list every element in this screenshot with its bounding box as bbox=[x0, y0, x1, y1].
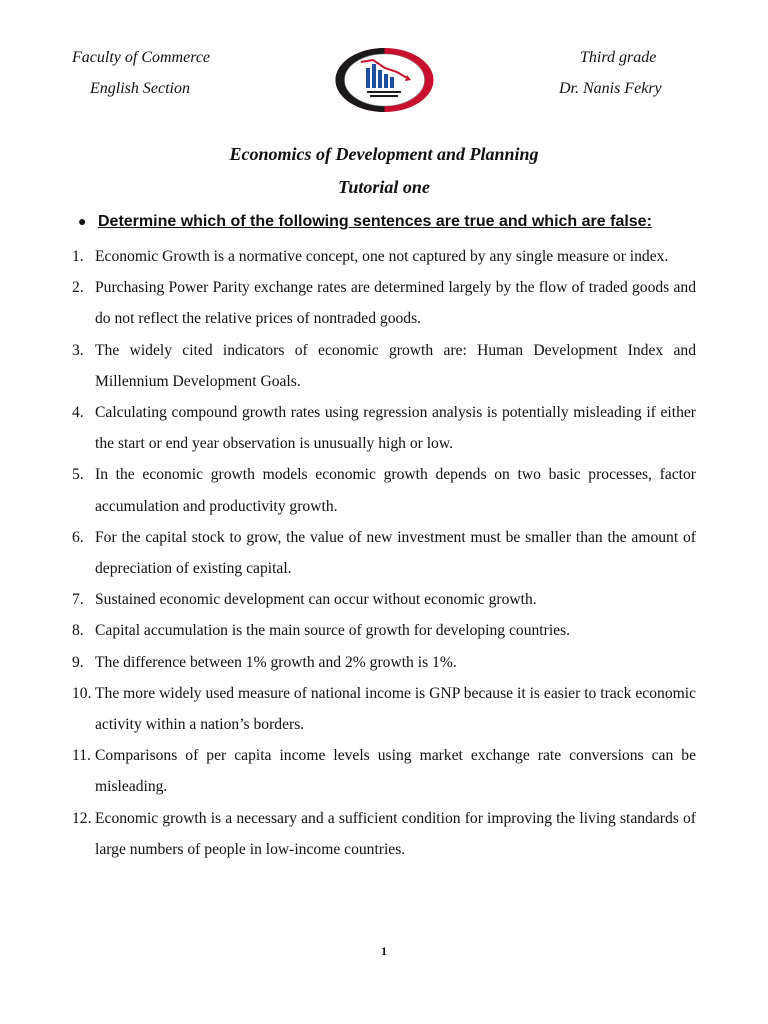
list-item bbox=[72, 584, 696, 615]
item-text: Economic Growth is a normative concept, one not captured by any single measure or index. bbox=[95, 248, 669, 265]
item-number: 12. bbox=[72, 809, 92, 827]
item-number: 10. bbox=[72, 684, 92, 702]
item-number: 9. bbox=[72, 653, 84, 671]
list-item bbox=[72, 272, 696, 334]
item-text: Purchasing Power Parity exchange rates are determined largely by the flow of traded goods and do not reflect the relative prices of nontraded goods. bbox=[95, 279, 696, 328]
list-item bbox=[72, 335, 696, 397]
item-number: 1. bbox=[72, 248, 84, 265]
list-item bbox=[72, 803, 696, 865]
item-text: For the capital stock to grow, the value of new investment must be smaller than the amount of depreciation of existing capital. bbox=[95, 528, 696, 578]
bullet-icon: ● bbox=[78, 213, 87, 229]
item-number: 4. bbox=[72, 404, 84, 422]
item-text: The difference between 1% growth and 2% growth is 1%. bbox=[95, 653, 457, 671]
grade-label: Third grade bbox=[580, 49, 657, 66]
item-text: Economic growth is a necessary and a sufficient condition for improving the living standards of large numbers of people in low-income countries. bbox=[95, 809, 696, 858]
item-number: 11. bbox=[72, 747, 91, 765]
section-label: English Section bbox=[90, 80, 190, 97]
item-number: 7. bbox=[72, 591, 84, 609]
item-text: The widely cited indicators of economic growth are: Human Development Index and Millennium Development Goals. bbox=[95, 341, 696, 390]
list-item bbox=[72, 522, 696, 584]
list-item bbox=[72, 678, 696, 740]
list-item bbox=[72, 740, 696, 802]
page-title: Economics of Development and Planning bbox=[229, 144, 539, 164]
instruction-text: Determine which of the following sentences are true and which are false: bbox=[98, 213, 652, 230]
list-item bbox=[72, 615, 696, 646]
item-text: Capital accumulation is the main source of growth for developing countries. bbox=[95, 622, 571, 640]
item-number: 3. bbox=[72, 341, 84, 359]
item-number: 2. bbox=[72, 279, 84, 297]
page-number: 1 bbox=[381, 944, 387, 958]
item-number: 5. bbox=[72, 466, 84, 484]
statement-list bbox=[72, 241, 696, 865]
item-text: Calculating compound growth rates using regression analysis is potentially misleading if either the start or end year observation is unusually high or low. bbox=[95, 404, 696, 453]
instructor-label: Dr. Nanis Fekry bbox=[559, 80, 662, 97]
instruction-heading bbox=[78, 211, 652, 232]
item-number: 6. bbox=[72, 528, 84, 546]
item-text: The more widely used measure of national income is GNP because it is easier to track economic activity within a nation’s borders. bbox=[95, 684, 696, 734]
faculty-logo-icon bbox=[333, 46, 436, 114]
faculty-label: Faculty of Commerce bbox=[72, 49, 211, 66]
list-item bbox=[72, 647, 696, 678]
list-item bbox=[72, 397, 696, 459]
item-text: Comparisons of per capita income levels using market exchange rate conversions can be misleading. bbox=[95, 747, 696, 796]
item-number: 8. bbox=[72, 622, 84, 640]
item-text: In the economic growth models economic growth depends on two basic processes, factor accumulation and productivity growth. bbox=[95, 466, 696, 515]
list-item bbox=[72, 241, 696, 272]
list-item bbox=[72, 459, 696, 521]
page-subtitle: Tutorial one bbox=[338, 177, 430, 197]
item-text: Sustained economic development can occur without economic growth. bbox=[95, 591, 537, 609]
